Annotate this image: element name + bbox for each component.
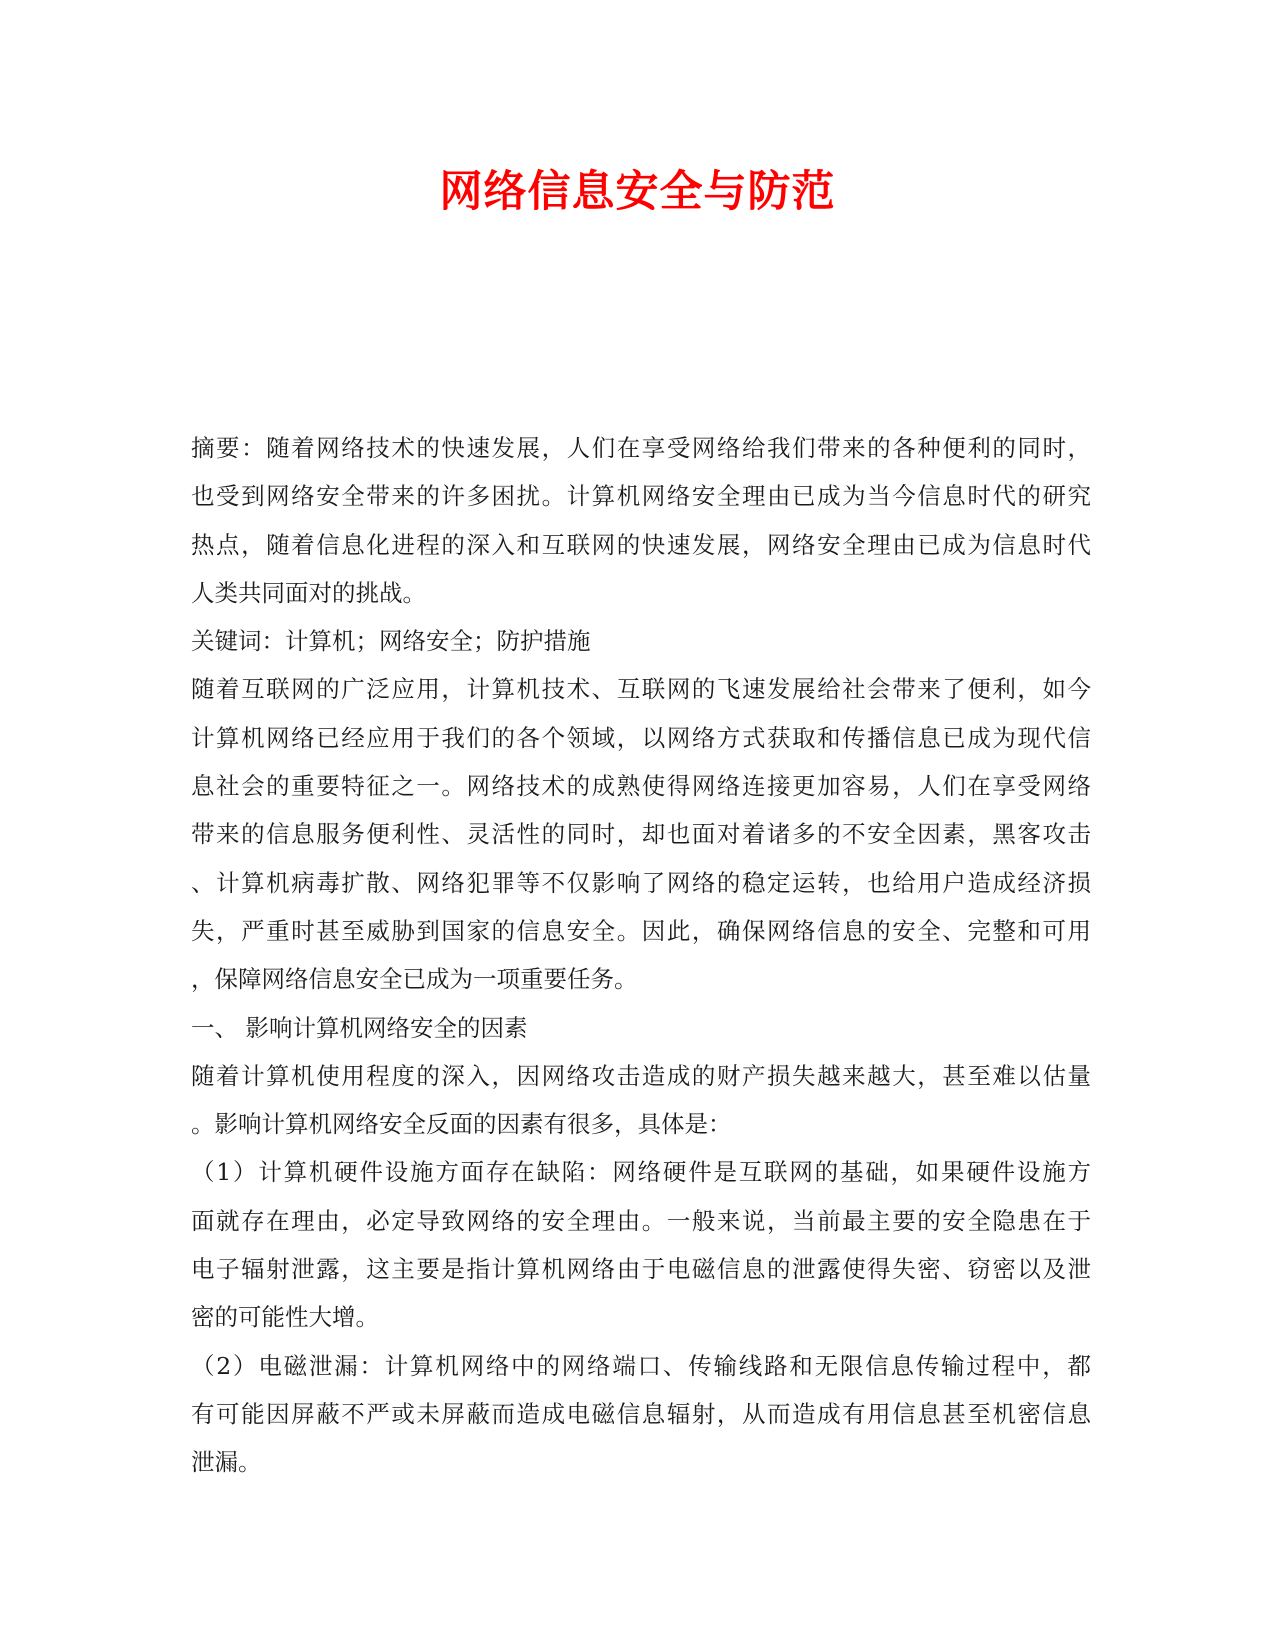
body-text-line: 有可能因屏蔽不严或未屏蔽而造成电磁信息辐射，从而造成有用信息甚至机密信息 <box>191 1399 1091 1428</box>
body-text-line: 、计算机病毒扩散、网络犯罪等不仅影响了网络的稳定运转，也给用户造成经济损 <box>191 868 1091 897</box>
body-text-line: 随着互联网的广泛应用，计算机技术、互联网的飞速发展给社会带来了便利，如今 <box>191 675 1091 704</box>
document-title: 网络信息安全与防范 <box>439 167 836 217</box>
body-text-line: 关键词：计算机；网络安全；防护措施 <box>191 627 591 656</box>
body-text-line: ，保障网络信息安全已成为一项重要任务。 <box>191 965 638 994</box>
body-text-line: 人类共同面对的挑战。 <box>191 578 426 607</box>
body-text-line: 一、 影响计算机网络安全的因素 <box>191 1013 528 1042</box>
body-text-line: 泄漏。 <box>191 1448 262 1477</box>
body-text-line: 带来的信息服务便利性、灵活性的同时，却也面对着诸多的不安全因素，黑客攻击 <box>191 820 1091 849</box>
body-text-line: 息社会的重要特征之一。网络技术的成熟使得网络连接更加容易，人们在享受网络 <box>191 772 1091 801</box>
document-body <box>191 424 1091 1487</box>
body-text-line: 失，严重时甚至威胁到国家的信息安全。因此，确保网络信息的安全、完整和可用 <box>191 916 1091 945</box>
body-text-line: 随着计算机使用程度的深入，因网络攻击造成的财产损失越来越大，甚至难以估量 <box>191 1061 1091 1090</box>
body-text-line: 密的可能性大增。 <box>191 1303 379 1332</box>
body-text-line: 热点，随着信息化进程的深入和互联网的快速发展，网络安全理由已成为信息时代 <box>191 530 1091 559</box>
body-text-line: 。影响计算机网络安全反面的因素有很多，具体是： <box>191 1110 732 1139</box>
body-text-line: （2）电磁泄漏：计算机网络中的网络端口、传输线路和无限信息传输过程中，都 <box>191 1351 1091 1380</box>
body-text-line: 摘要：随着网络技术的快速发展，人们在享受网络给我们带来的各种便利的同时， <box>191 434 1091 462</box>
body-text-line: 电子辐射泄露，这主要是指计算机网络由于电磁信息的泄露使得失密、窃密以及泄 <box>191 1255 1091 1284</box>
body-text-line: 计算机网络已经应用于我们的各个领域，以网络方式获取和传播信息已成为现代信 <box>191 723 1091 752</box>
body-text-line: （1）计算机硬件设施方面存在缺陷：网络硬件是互联网的基础，如果硬件设施方 <box>191 1158 1091 1187</box>
body-text-line: 也受到网络安全带来的许多困扰。计算机网络安全理由已成为当今信息时代的研究 <box>191 482 1091 511</box>
body-text-line: 面就存在理由，必定导致网络的安全理由。一般来说，当前最主要的安全隐患在于 <box>191 1206 1091 1235</box>
